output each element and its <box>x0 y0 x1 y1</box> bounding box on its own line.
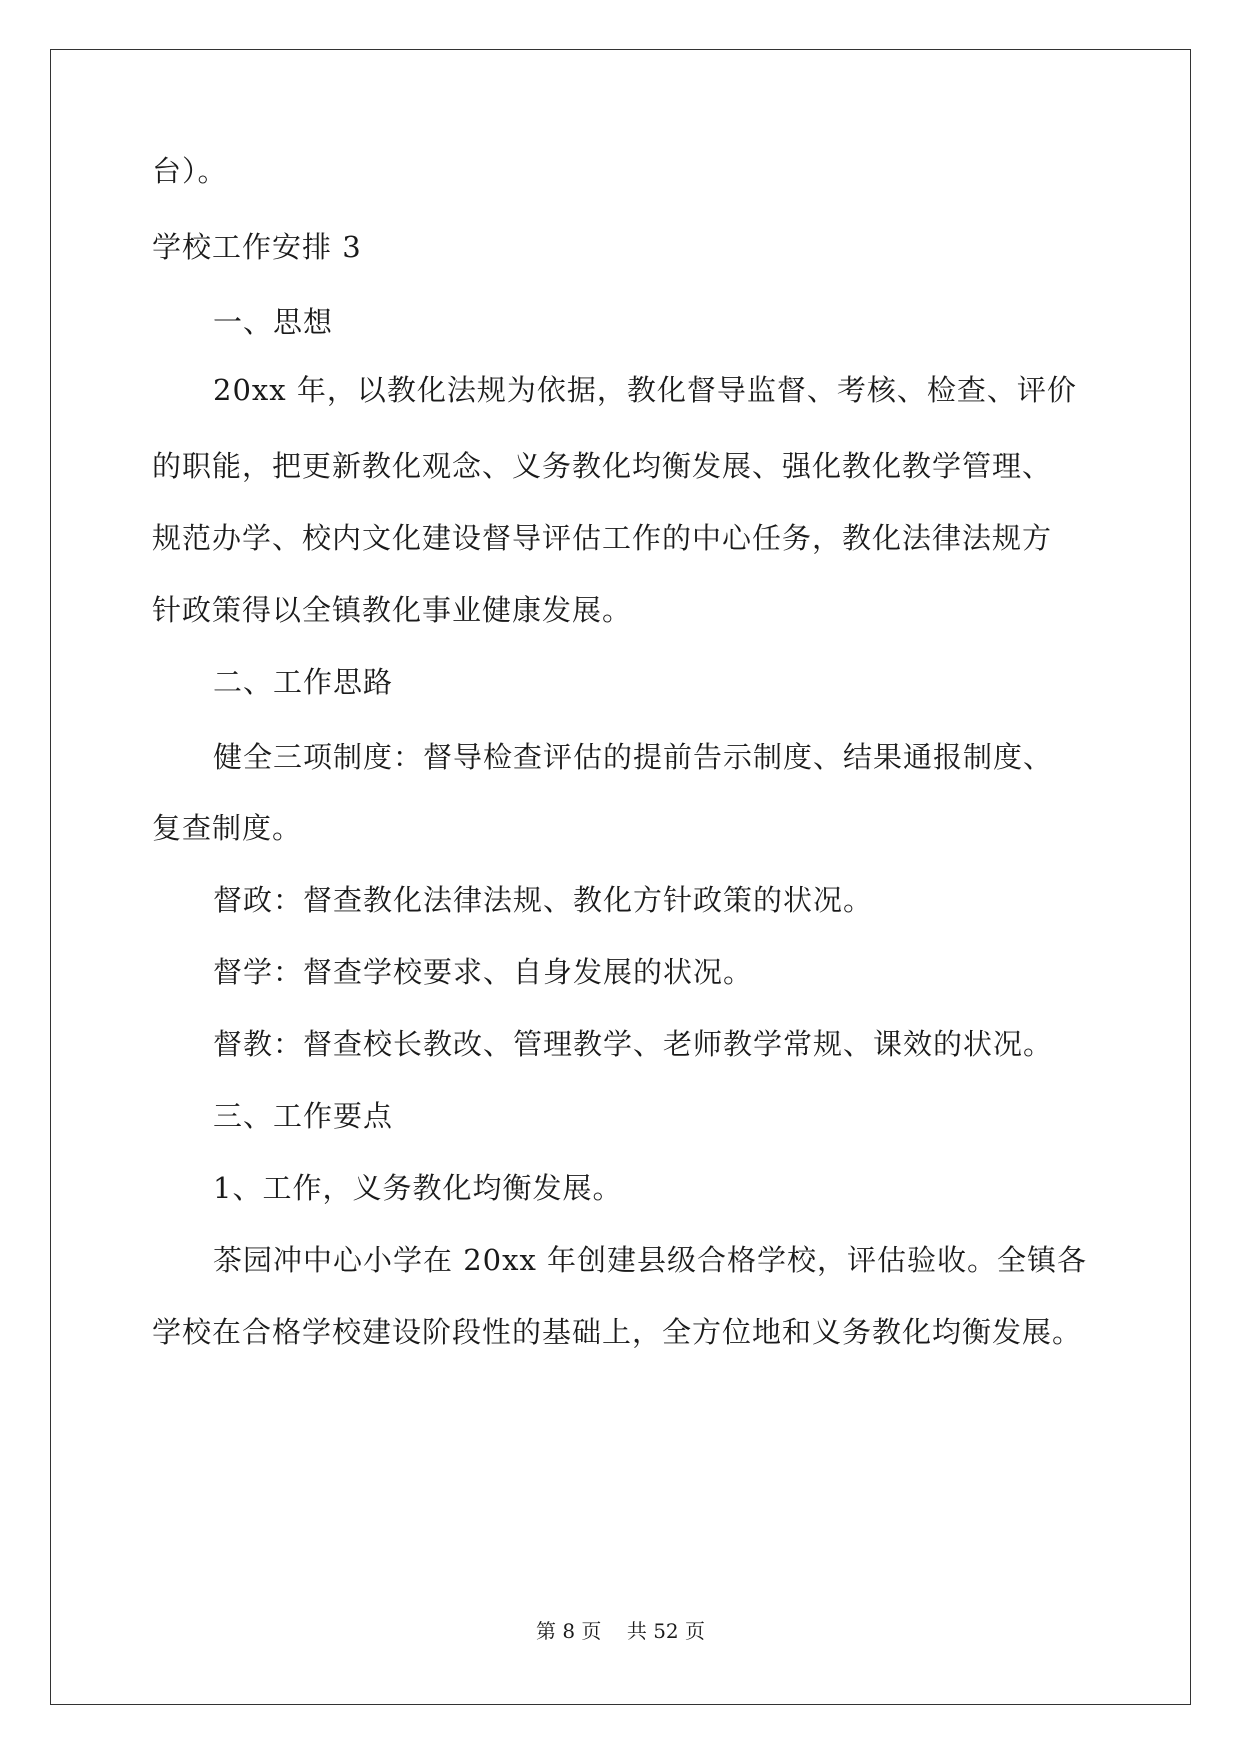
paragraph-line: 学校在合格学校建设阶段性的基础上，全方位地和义务教化均衡发展。 <box>152 1315 1083 1349</box>
heading-thought: 一、思想 <box>213 305 334 339</box>
paragraph-line: 督学：督查学校要求、自身发展的状况。 <box>213 955 754 989</box>
heading-work-ideas: 二、工作思路 <box>213 665 394 699</box>
paragraph-line: 复查制度。 <box>152 811 303 845</box>
paragraph-continuation: 台）。 <box>152 154 228 188</box>
paragraph-line: 针政策得以全镇教化事业健康发展。 <box>152 593 633 627</box>
paragraph-line: 的职能，把更新教化观念、义务教化均衡发展、强化教化教学管理、 <box>152 449 1053 483</box>
section-title: 学校工作安排 3 <box>152 230 362 264</box>
paragraph-line: 20xx 年，以教化法规为依据，教化督导监督、考核、检查、评价 <box>213 373 1077 407</box>
page-border <box>50 49 1191 1705</box>
paragraph-line: 督教：督查校长教改、管理教学、老师教学常规、课效的状况。 <box>213 1027 1054 1061</box>
page-number-footer: 第 8 页 共 52 页 <box>535 1619 706 1643</box>
paragraph-line: 规范办学、校内文化建设督导评估工作的中心任务，教化法律法规方 <box>152 521 1053 555</box>
heading-work-points: 三、工作要点 <box>213 1099 394 1133</box>
paragraph-line: 茶园冲中心小学在 20xx 年创建县级合格学校，评估验收。全镇各 <box>213 1243 1088 1277</box>
list-item: 1、工作，义务教化均衡发展。 <box>213 1171 623 1205</box>
paragraph-line: 健全三项制度：督导检查评估的提前告示制度、结果通报制度、 <box>213 740 1054 774</box>
paragraph-line: 督政：督查教化法律法规、教化方针政策的状况。 <box>213 883 874 917</box>
